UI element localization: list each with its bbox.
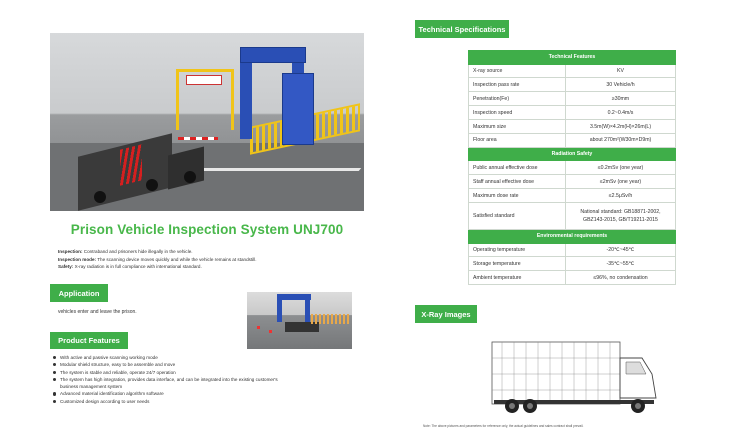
list-item: Modular shield structure, easy to be assemble and move bbox=[53, 361, 353, 368]
application-photo bbox=[247, 292, 352, 349]
table-row: Public annual effective dose ≤0.2mSv (one year) bbox=[469, 161, 676, 175]
bullet-icon bbox=[53, 392, 56, 395]
bullet-icon bbox=[53, 378, 56, 381]
table-row: Maximum dose rate ≤2.5μSv/h bbox=[469, 189, 676, 203]
list-item: Advanced material identification algorithm software bbox=[53, 390, 353, 397]
xray-images-heading: X-Ray Images bbox=[415, 305, 477, 323]
table-row: Maximum size 3.5m(W)×4.2m(H)×26m(L) bbox=[469, 120, 676, 134]
intro-line-mode: Inspection mode: The scanning device moves quickly and while the vehicle remains at standstill. bbox=[58, 256, 257, 262]
list-item: Customized design according to user needs bbox=[53, 398, 353, 405]
table-row: Ambient temperature ≤96%, no condensation bbox=[469, 271, 676, 285]
table-row: Operating temperature -20℃~45℃ bbox=[469, 243, 676, 257]
scanner-gantry bbox=[240, 47, 306, 63]
list-item: The system has high integration, provides data interface, and can be integrated into the existing customer's bbox=[53, 376, 353, 383]
section-header: Technical Features bbox=[469, 51, 676, 65]
product-features-heading: Product Features bbox=[50, 332, 128, 349]
spec-table bbox=[468, 50, 676, 285]
table-row: Staff annual effective dose ≤2mSv (one year) bbox=[469, 175, 676, 189]
technical-specifications-heading: Technical Specifications bbox=[415, 20, 509, 38]
table-row: Satisfied standard National standard: GB18871-2002, GBZ143-2015, GB/T19211-2015 bbox=[469, 203, 676, 230]
table-row: Inspection speed 0.2~0.4m/s bbox=[469, 106, 676, 120]
table-row: Storage temperature -35℃~55℃ bbox=[469, 257, 676, 271]
application-text: vehicles enter and leave the prison. bbox=[58, 309, 137, 315]
table-row: X-ray source KV bbox=[469, 64, 676, 78]
barrier-arm bbox=[178, 137, 218, 140]
bullet-icon bbox=[53, 363, 56, 366]
section-header: Radiation Safety bbox=[469, 147, 676, 161]
disclaimer-note: Note: The above pictures and parameters for reference only, the actual guidelines and sales contract shall prevail. bbox=[423, 424, 584, 428]
intro-line-safety: Safety: X-ray radiation is in full compliance with international standard. bbox=[58, 264, 202, 269]
bullet-icon bbox=[53, 356, 56, 359]
page-title: Prison Vehicle Inspection System UNJ700 bbox=[70, 222, 344, 237]
application-heading: Application bbox=[50, 284, 108, 302]
bullet-icon bbox=[53, 371, 56, 374]
intro-line-inspection: Inspection: Contraband and prisoners hide illegally in the vehicle. bbox=[58, 249, 193, 254]
bullet-icon bbox=[53, 400, 56, 403]
section-header: Environmental requirements bbox=[469, 230, 676, 244]
table-row: Inspection pass rate 30 Vehicle/h bbox=[469, 78, 676, 92]
table-row: Floor area about 270m²(W30m×D9m) bbox=[469, 133, 676, 147]
xray-truck-image bbox=[490, 338, 662, 415]
list-item: With active and passive scanning working mode bbox=[53, 354, 353, 361]
list-item: The system is stable and reliable, operate 24/7 operation bbox=[53, 369, 353, 376]
list-item-continuation: business management system bbox=[60, 384, 123, 390]
hero-image-inspection-system bbox=[50, 33, 364, 211]
product-features-list bbox=[53, 354, 353, 405]
table-row: Penetration(Fe) ≥30mm bbox=[469, 92, 676, 106]
